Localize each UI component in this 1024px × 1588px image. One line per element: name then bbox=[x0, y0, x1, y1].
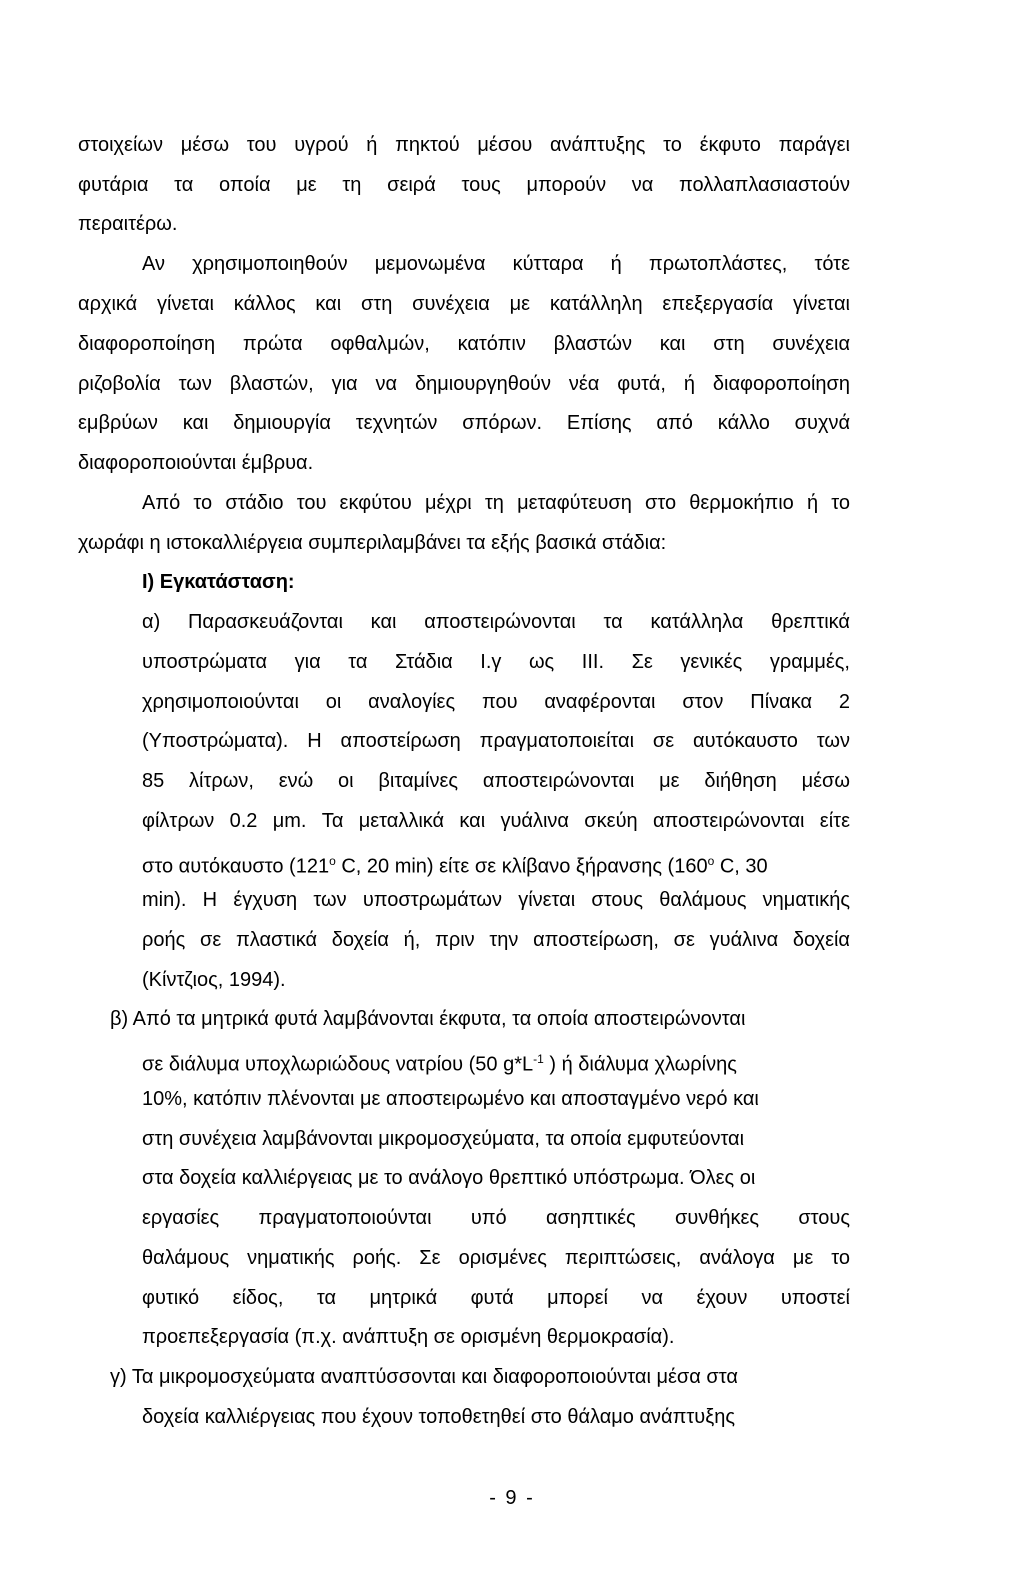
paragraph-line: διαφοροποιούνται έμβρυα. bbox=[78, 452, 314, 474]
paragraph-line: εμβρύων και δημιουργία τεχνητών σπόρων. Επίσης από κάλλο συχνά bbox=[78, 412, 850, 434]
list-item-line: (Υποστρώματα). Η αποστείρωση πραγματοποιείται σε αυτόκαυστο των bbox=[142, 730, 850, 752]
degree-superscript: ο bbox=[329, 854, 336, 868]
page-number: - 9 - bbox=[489, 1487, 535, 1509]
section-heading: Ι) Εγκατάσταση: bbox=[142, 571, 295, 593]
list-item-line: 10%, κατόπιν πλένονται με αποστειρωμένο και αποσταγμένο νερό και bbox=[142, 1088, 759, 1110]
paragraph-line: αρχικά γίνεται κάλλος και στη συνέχεια με κατάλληλη επεξεργασία γίνεται bbox=[78, 293, 850, 315]
list-item-line: min). Η έγχυση των υποστρωμάτων γίνεται στους θαλάμους νηματικής bbox=[142, 889, 850, 911]
list-item-line: χρησιμοποιούνται οι αναλογίες που αναφέρονται στον Πίνακα 2 bbox=[142, 691, 850, 713]
list-item-line: β) Από τα μητρικά φυτά λαμβάνονται έκφυτα, τα οποία αποστειρώνονται bbox=[110, 1008, 746, 1030]
paragraph-line: χωράφι η ιστοκαλλιέργεια συμπεριλαμβάνει τα εξής βασικά στάδια: bbox=[78, 532, 667, 554]
list-item-line: φυτικό είδος, τα μητρικά φυτά μπορεί να έχουν υποστεί bbox=[142, 1287, 850, 1309]
paragraph-line: φυτάρια τα οποία με τη σειρά τους μπορούν να πολλαπλασιαστούν bbox=[78, 174, 850, 196]
paragraph-line: ριζοβολία των βλαστών, για να δημιουργηθούν νέα φυτά, ή διαφοροποίηση bbox=[78, 373, 850, 395]
paragraph-line: περαιτέρω. bbox=[78, 213, 178, 235]
paragraph-line: Από το στάδιο του εκφύτου μέχρι τη μεταφύτευση στο θερμοκήπιο ή το bbox=[142, 492, 850, 514]
list-item-line: στη συνέχεια λαμβάνονται μικρομοσχεύματα, τα οποία εμφυτεύονται bbox=[142, 1128, 745, 1150]
list-item-line: στα δοχεία καλλιέργειας με το ανάλογο θρεπτικό υπόστρωμα. Όλες οι bbox=[142, 1167, 756, 1189]
paragraph-line: διαφοροποίηση πρώτα οφθαλμών, κατόπιν βλαστών και στη συνέχεια bbox=[78, 333, 850, 355]
list-item-line: α) Παρασκευάζονται και αποστειρώνονται τα κατάλληλα θρεπτικά bbox=[142, 611, 850, 633]
text-run: C, 30 bbox=[714, 855, 768, 878]
text-run: στο αυτόκαυστο (121 bbox=[142, 855, 330, 878]
list-item-line: 85 λίτρων, ενώ οι βιταμίνες αποστειρώνονται με διήθηση μέσω bbox=[142, 770, 850, 792]
list-item-line bbox=[142, 1047, 737, 1076]
paragraph-line: Αν χρησιμοποιηθούν μεμονωμένα κύτταρα ή πρωτοπλάστες, τότε bbox=[142, 253, 850, 275]
list-item-line bbox=[142, 849, 768, 878]
list-item-line: γ) Τα μικρομοσχεύματα αναπτύσσονται και διαφοροποιούνται μέσα στα bbox=[110, 1366, 738, 1388]
list-item-line: (Κίντζιος, 1994). bbox=[142, 969, 286, 991]
paragraph-line: στοιχείων μέσω του υγρού ή πηκτού μέσου ανάπτυξης το έκφυτο παράγει bbox=[78, 134, 850, 156]
list-item-line: δοχεία καλλιέργειας που έχουν τοποθετηθεί στο θάλαμο ανάπτυξης bbox=[142, 1406, 735, 1428]
text-run: C, 20 min) είτε σε κλίβανο ξήρανσης (160 bbox=[335, 855, 708, 878]
list-item-line: φίλτρων 0.2 μm. Τα μεταλλικά και γυάλινα σκεύη αποστειρώνονται είτε bbox=[142, 810, 850, 832]
exponent-superscript: -1 bbox=[533, 1052, 544, 1066]
list-item-line: υποστρώματα για τα Στάδια Ι.γ ως ΙΙΙ. Σε γενικές γραμμές, bbox=[142, 651, 850, 673]
list-item-line: εργασίες πραγματοποιούνται υπό ασηπτικές συνθήκες στους bbox=[142, 1207, 850, 1229]
text-run: ) ή διάλυμα χλωρίνης bbox=[543, 1053, 737, 1076]
list-item-line: ροής σε πλαστικά δοχεία ή, πριν την αποστείρωση, σε γυάλινα δοχεία bbox=[142, 929, 850, 951]
text-run: σε διάλυμα υποχλωριώδους νατρίου (50 g*L bbox=[142, 1053, 534, 1076]
list-item-line: θαλάμους νηματικής ροής. Σε ορισμένες περιπτώσεις, ανάλογα με το bbox=[142, 1247, 850, 1269]
degree-superscript: ο bbox=[707, 854, 715, 868]
list-item-line: προεπεξεργασία (π.χ. ανάπτυξη σε ορισμένη θερμοκρασία). bbox=[142, 1326, 675, 1348]
